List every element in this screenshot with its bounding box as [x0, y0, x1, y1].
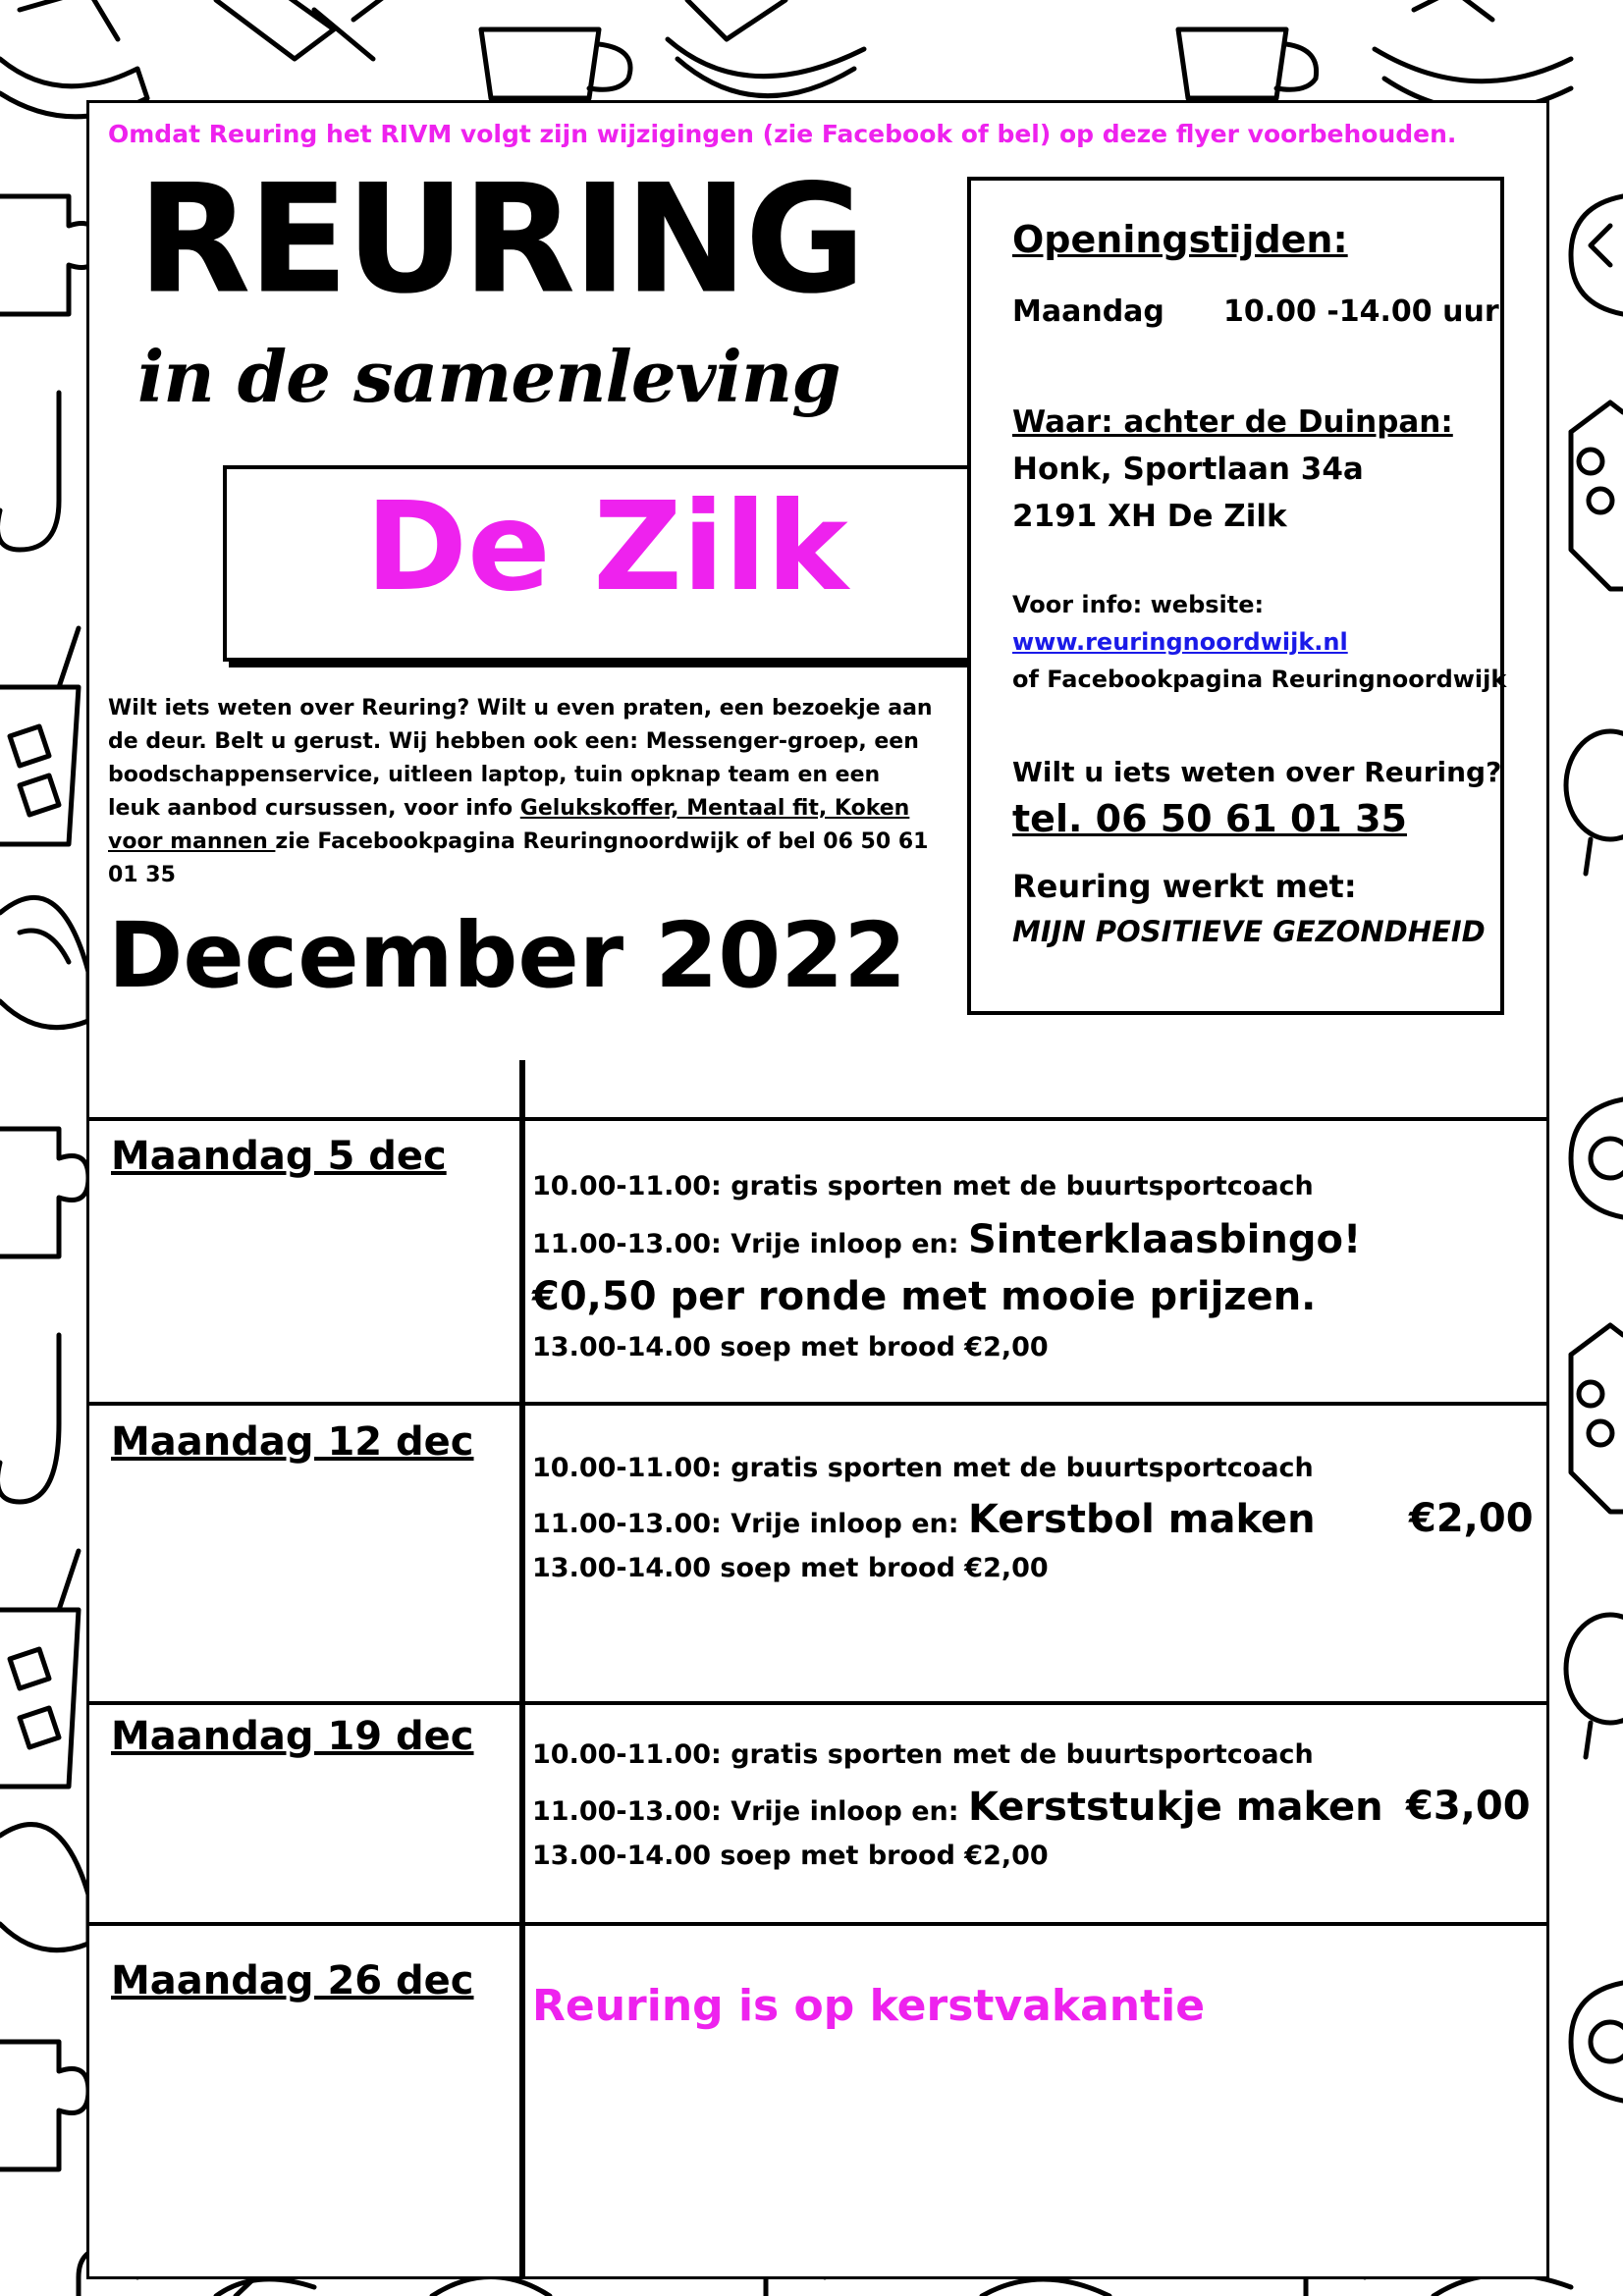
- schedule-line: 13.00-14.00 soep met brood €2,00: [532, 1553, 1049, 1583]
- hours-time: 10.00 -14.00 uur: [1223, 294, 1499, 329]
- cup-icon: [432, 2277, 550, 2296]
- schedule-column-divider: [519, 1060, 525, 2279]
- puzzle-icon: [0, 196, 98, 314]
- schedule-price: €2,00: [1409, 1496, 1534, 1541]
- address-line-1: Honk, Sportlaan 34a: [1012, 452, 1364, 487]
- month-title: December 2022: [108, 903, 907, 1008]
- schedule-divider: [86, 1922, 1549, 1926]
- drink-icon: [0, 628, 79, 844]
- schedule-event: Kerststukje maken: [967, 1785, 1383, 1830]
- pie-icon: [668, 0, 864, 96]
- pencil-icon: [216, 0, 393, 59]
- ladle-icon: [0, 393, 59, 550]
- schedule-line-prefix: 11.00-13.00: Vrije inloop en:: [532, 1229, 968, 1259]
- cup-icon: [1178, 29, 1317, 98]
- cake-icon: [982, 2279, 1109, 2296]
- pie-icon: [216, 2277, 314, 2296]
- address-line-2: 2191 XH De Zilk: [1012, 499, 1287, 534]
- schedule-day: Maandag 12 dec: [111, 1419, 474, 1465]
- intro-tail: zie Facebookpagina Reuringnoordwijk of bel 06 50 61 01 35: [108, 829, 929, 887]
- vacation-notice: Reuring is op kerstvakantie: [532, 1981, 1206, 2031]
- pie-icon: [0, 1825, 88, 1950]
- drink-icon: [0, 1551, 79, 1787]
- ball-icon: [1571, 402, 1623, 589]
- schedule-line-prefix: 11.00-13.00: Vrije inloop en:: [532, 1509, 968, 1539]
- puzzle-icon: [0, 2042, 88, 2169]
- hours-title: Openingstijden:: [1012, 218, 1348, 261]
- intro-text: [108, 692, 933, 892]
- cake-icon: [0, 0, 147, 117]
- info-label: Voor info: website:: [1012, 591, 1265, 618]
- cake-icon: [1375, 0, 1571, 111]
- schedule-line: 10.00-11.00: gratis sporten met de buurtsportcoach: [532, 1453, 1314, 1483]
- schedule-line-prefix: 11.00-13.00: Vrije inloop en:: [532, 1796, 968, 1827]
- pie-icon: [0, 897, 88, 1027]
- pie-icon: [1571, 1099, 1623, 1217]
- balloon-icon: [1566, 731, 1623, 874]
- schedule-day: Maandag 19 dec: [111, 1714, 474, 1759]
- balloon-icon: [1566, 1615, 1623, 1757]
- schedule-line: 10.00-11.00: gratis sporten met de buurtsportcoach: [532, 1739, 1314, 1770]
- ladle-icon: [0, 1335, 59, 1502]
- facebook-info: of Facebookpagina Reuringnoordwijk: [1012, 666, 1507, 693]
- schedule-divider: [86, 1701, 1549, 1705]
- schedule-event-detail: €0,50 per ronde met mooie prijzen.: [532, 1274, 1317, 1319]
- rivm-notice: Omdat Reuring het RIVM volgt zijn wijzigingen (zie Facebook of bel) op deze flyer voorbehouden.: [108, 120, 1457, 148]
- schedule-line: 13.00-14.00 soep met brood €2,00: [532, 1332, 1049, 1362]
- schedule-day: Maandag 26 dec: [111, 1958, 474, 2003]
- website-link[interactable]: www.reuringnoordwijk.nl: [1012, 628, 1348, 656]
- brand-logo-sub: in de samenleving: [137, 335, 840, 418]
- schedule-divider: [86, 1402, 1549, 1406]
- schedule-price: €3,00: [1406, 1784, 1531, 1829]
- puzzle-icon: [0, 1129, 88, 1256]
- town-name: De Zilk: [365, 476, 848, 618]
- ball-icon: [1571, 1325, 1623, 1512]
- phone-number[interactable]: tel. 06 50 61 01 35: [1012, 797, 1407, 840]
- schedule-event: Kerstbol maken: [967, 1497, 1316, 1542]
- pie-icon: [1571, 1983, 1623, 2101]
- schedule-line: [532, 1785, 1383, 1830]
- ask-text: Wilt u iets weten over Reuring?: [1012, 756, 1502, 788]
- location-title: Waar: achter de Duinpan:: [1012, 404, 1453, 440]
- info-box: [967, 177, 1507, 1015]
- schedule-line: 13.00-14.00 soep met brood €2,00: [532, 1841, 1049, 1871]
- schedule-day: Maandag 5 dec: [111, 1134, 447, 1179]
- works-with-label: Reuring werkt met:: [1012, 868, 1357, 905]
- schedule-divider: [86, 1117, 1549, 1121]
- pie-icon: [1571, 196, 1623, 314]
- intro-body: Wilt iets weten over Reuring? Wilt u even praten, een bezoekje aan de deur. Belt u gerust. Wij hebben ook een: Messenger-groep, een boodschappenservice, uitleen laptop, tuin opknap team en een leuk aanbod cursussen, voor info: [108, 696, 933, 821]
- cup-icon: [481, 29, 630, 98]
- brand-logo-main: REURING: [137, 152, 863, 328]
- intro-links[interactable]: Gelukskoffer, Mentaal fit, Koken voor mannen: [108, 796, 910, 854]
- works-with-value: MIJN POSITIEVE GEZONDHEID: [1012, 915, 1486, 948]
- hours-day: Maandag: [1012, 294, 1164, 329]
- schedule-event: Sinterklaasbingo!: [967, 1217, 1362, 1262]
- schedule-line: 10.00-11.00: gratis sporten met de buurtsportcoach: [532, 1171, 1314, 1201]
- schedule-line: [532, 1497, 1316, 1542]
- schedule-line: [532, 1217, 1361, 1262]
